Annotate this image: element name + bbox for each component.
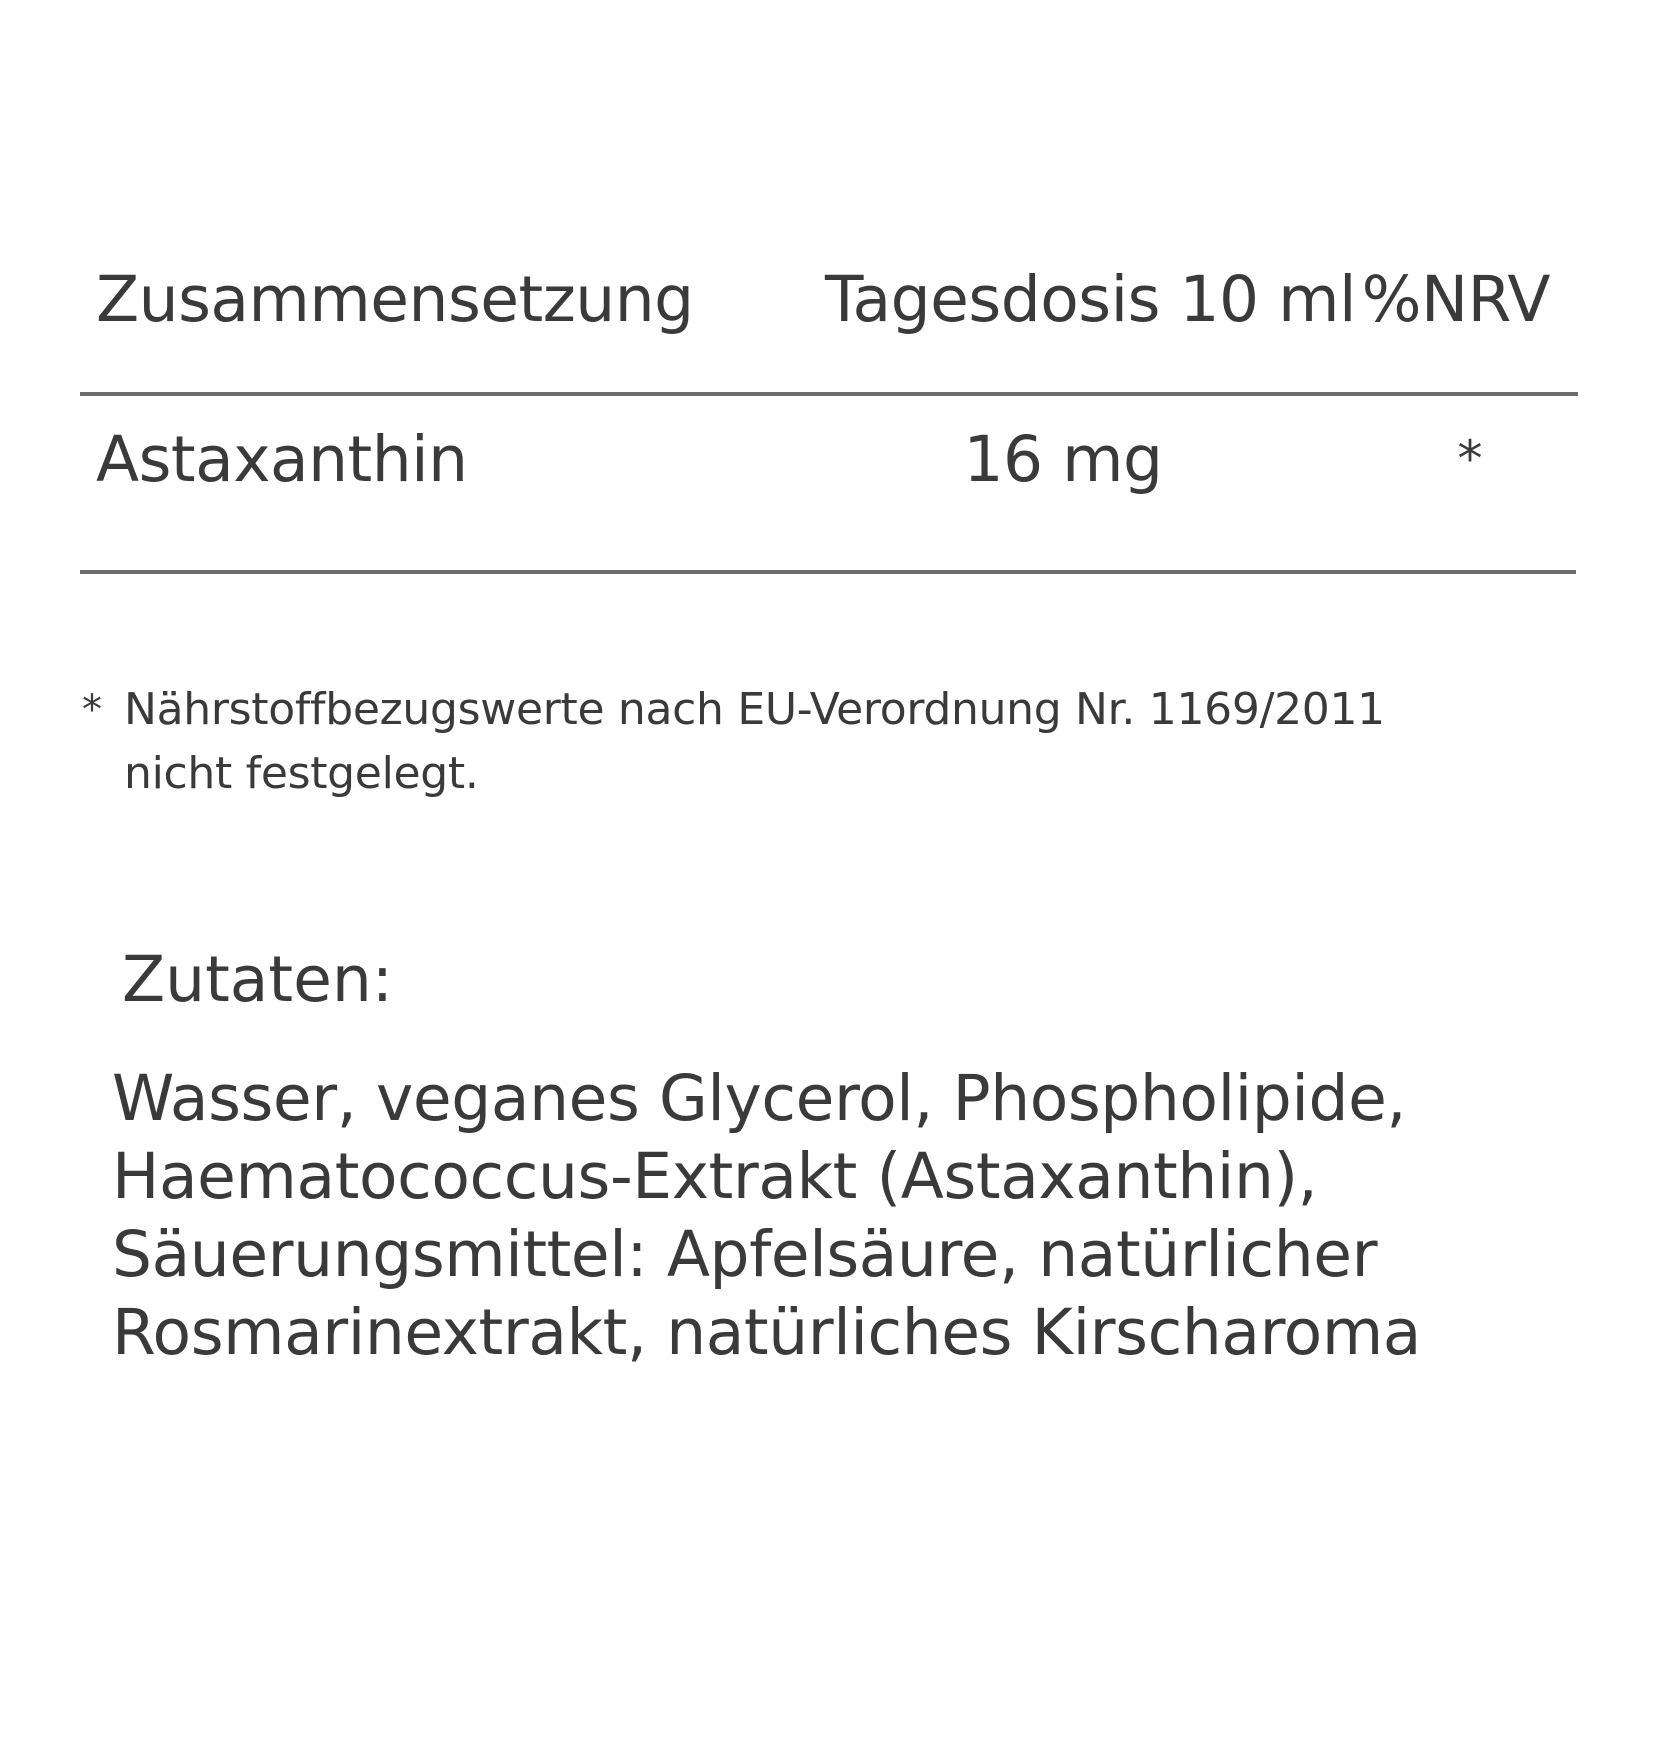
header-nrv: %NRV xyxy=(1361,263,1550,336)
row-dose: 16 mg xyxy=(963,423,1163,496)
row-name: Astaxanthin xyxy=(96,423,468,496)
footnote-text: Nährstoffbezugswerte nach EU-Verordnung Nr. 1169/2011 nicht festgelegt. xyxy=(124,684,1385,799)
row-nrv: * xyxy=(1457,430,1482,488)
ingredients-line: Wasser, veganes Glycerol, Phospholipide, xyxy=(112,1062,1407,1135)
table-bottom-rule xyxy=(80,570,1576,574)
ingredients-line: Haematococcus-Extrakt (Astaxanthin), xyxy=(112,1140,1318,1213)
header-daily-dose: Tagesdosis 10 ml xyxy=(825,263,1357,336)
table-row xyxy=(80,392,1578,542)
table-header-row xyxy=(80,240,1578,392)
ingredients-line: Rosmarinextrakt, natürliches Kirscharoma xyxy=(112,1296,1421,1369)
ingredients-title: Zutaten: xyxy=(122,943,394,1016)
ingredients-line: Säuerungsmittel: Apfelsäure, natürlicher xyxy=(112,1218,1378,1291)
ingredients-list xyxy=(112,1060,1572,1372)
nutrition-table xyxy=(80,240,1578,542)
footnote-mark: * xyxy=(82,687,102,733)
header-composition: Zusammensetzung xyxy=(96,263,694,336)
